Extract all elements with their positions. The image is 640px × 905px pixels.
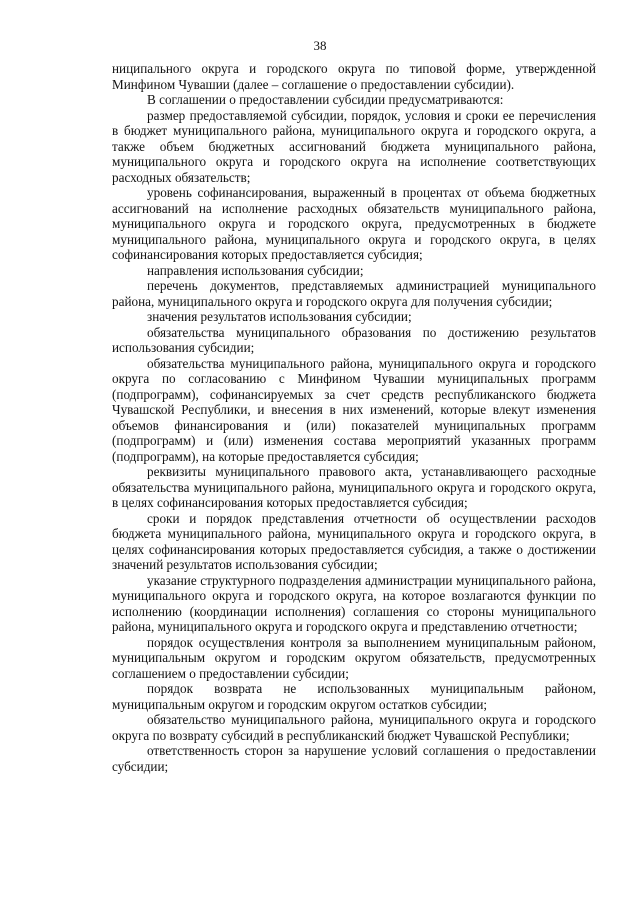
paragraph-balance-return: порядок возврата не использованных муниципальным районом, муниципальным округом и городским округом остатков субсидии; [112,681,596,712]
paragraph-responsible-division: указание структурного подразделения администрации муниципального района, муниципального округа и городского округа, на которое возлагаются функции по исполнению (координации исполнения) соглашения со стороны муниципального района, муниципального округа и городского округа и представлению отчетности; [112,572,596,634]
paragraph-reporting-terms: сроки и порядок представления отчетности об осуществлении расходов бюджета муниципального района, муниципального округа и городского округа, в целях софинансирования которых предоставляется субсидия, а также о достижении значений результатов использования субсидии; [112,510,596,572]
paragraph-usage-directions: направления использования субсидии; [147,262,364,278]
paragraph-cofinancing-level: уровень софинансирования, выраженный в процентах от объема бюджетных ассигнований на исполнение расходных обязательств муниципального района, муниципального округа и городского округа, предусмотренных в бюджете муниципального района, муниципального округа и городского округа, в целях софинансирования которых предоставляется субсидия; [112,185,596,262]
paragraph-subsidy-amount: размер предоставляемой субсидии, порядок, условия и сроки ее перечисления в бюджет муниципального района, муниципального округа и городского округа, а также объем бюджетных ассигнований бюджета муниципального района, муниципального округа и городского округа на исполнение соответствующих расходных обязательств; [112,107,596,185]
paragraph-subsidy-return-obligation: обязательство муниципального района, муниципального округа и городского округа по возврату субсидий в республиканский бюджет Чувашской Республики; [112,712,596,743]
paragraph-program-coordination: обязательства муниципального района, муниципального округа и городского округа по согласованию с Минфином Чувашии муниципальных программ (подпрограмм), софинансируемых за счет средств республиканского бюджета Чувашской Республики, и внесения в них изменений, которые влекут изменения объемов финансирования и (или) показателей муниципальных программ (подпрограмм) и (или) изменения состава мероприятий указанных программ (подпрограмм), на которые предоставляется субсидия; [112,355,596,464]
paragraph-liability: ответственность сторон за нарушение условий соглашения о предоставлении субсидии; [112,743,596,774]
page-number: 38 [313,38,327,53]
paragraph-control-procedure: порядок осуществления контроля за выполнением муниципальным районом, муниципальным округом и городским округом обязательств, предусмотренных соглашением о предоставлении субсидии; [112,634,596,681]
paragraph-legal-act-details: реквизиты муниципального правового акта, устанавливающего расходные обязательства муниципального района, муниципального округа и городского округа, в целях софинансирования которых предоставляется субсидия; [112,464,596,510]
paragraph-documents-list: перечень документов, представляемых администрацией муниципального района, муниципального округа и городского округа для получения субсидии; [112,278,596,309]
body-text [112,61,596,774]
paragraph-continuation: ниципального округа и городского округа по типовой форме, утвержденной Минфином Чувашии (далее – соглашение о предоставлении субсидии). [112,61,596,92]
paragraph-results-obligations: обязательства муниципального образования по достижению результатов использования субсидии; [112,324,596,355]
paragraph-result-values: значения результатов использования субсидии; [147,309,412,324]
paragraph-agreement-intro: В соглашении о предоставлении субсидии предусматриваются: [147,92,504,107]
